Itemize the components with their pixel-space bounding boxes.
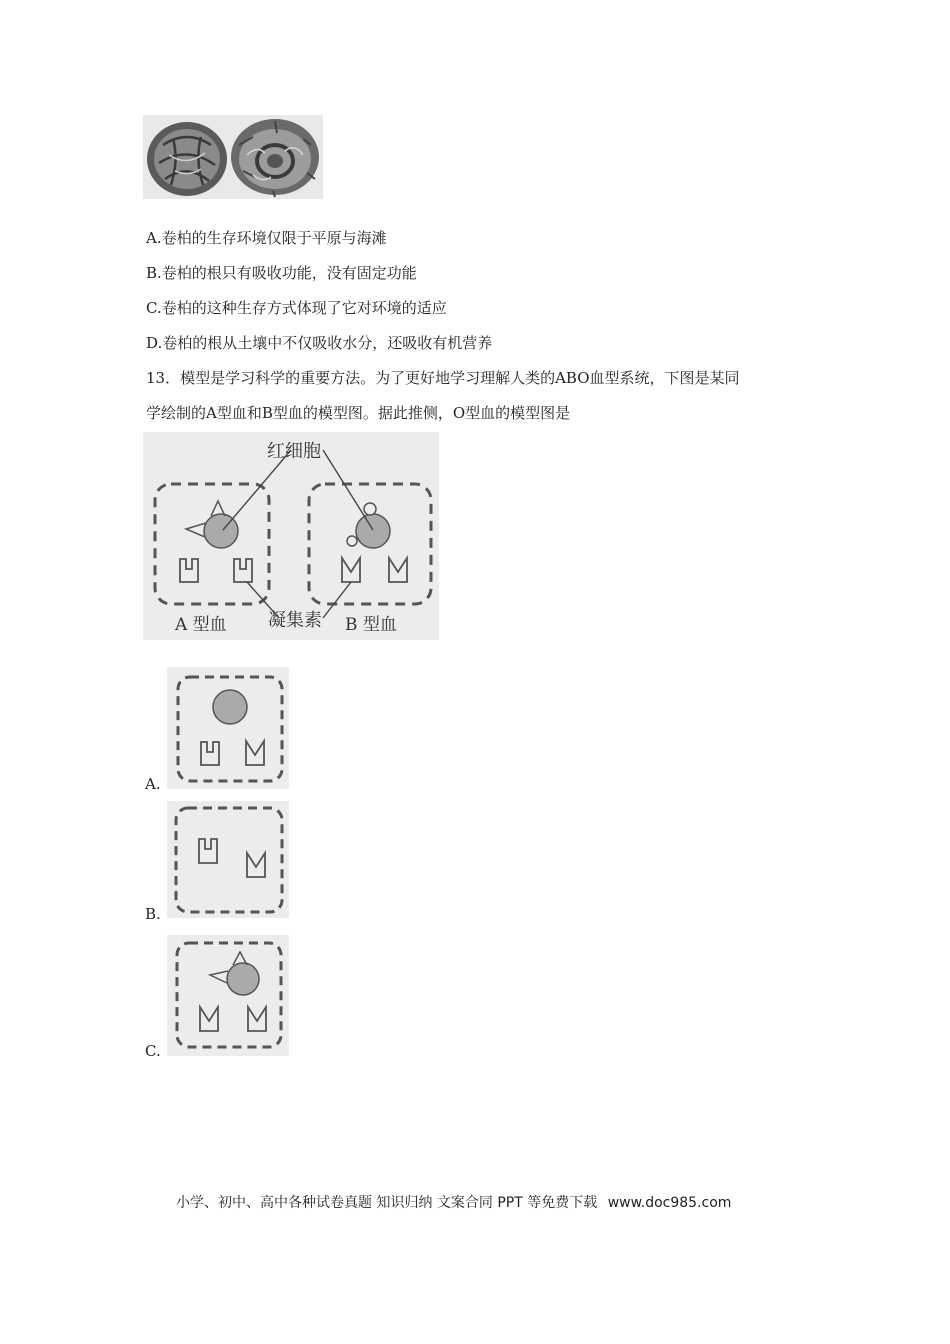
label-red-blood-cell: 红细胞 — [267, 441, 321, 462]
option-letter: A. — [146, 229, 162, 247]
option-c-figure — [167, 935, 289, 1056]
figure-background — [143, 432, 439, 640]
footer-link[interactable]: www.doc985.com — [607, 1195, 732, 1211]
question-13-line2 — [146, 403, 570, 423]
option-b-letter: B. — [145, 905, 161, 923]
antigen-b-icon — [347, 536, 357, 546]
label-agglutinin: 凝集素 — [268, 610, 322, 631]
antigen-b-icon — [364, 503, 376, 515]
question-13-line1 — [146, 368, 740, 388]
option-a-figure — [167, 667, 289, 789]
question-number: 13． — [146, 369, 181, 387]
option-letter: B. — [146, 264, 162, 282]
option-b-figure — [167, 801, 289, 918]
question-text: 学绘制的A型血和B型血的模型图。据此推侧，O型血的模型图是 — [146, 404, 571, 422]
option-text: 卷柏的生存环境仅限于平原与海滩 — [161, 229, 387, 247]
option-a-prev — [146, 228, 387, 248]
red-blood-cell — [356, 514, 390, 548]
option-d-prev — [146, 333, 492, 353]
option-c-prev — [146, 298, 447, 318]
blood-type-figure — [143, 432, 439, 640]
selaginella-photo — [143, 115, 323, 199]
red-blood-cell — [227, 963, 259, 995]
label-b-blood: B 型血 — [345, 615, 397, 635]
question-text: 模型是学习科学的重要方法。为了更好地学习理解人类的ABO血型系统，下图是某同 — [180, 369, 740, 387]
option-a-letter: A. — [145, 775, 161, 793]
option-text: 卷柏的根只有吸收功能，没有固定功能 — [161, 264, 417, 282]
option-letter: C. — [146, 299, 162, 317]
option-b-prev — [146, 263, 417, 283]
label-a-blood: A 型血 — [175, 615, 227, 635]
footer-text: 小学、初中、高中各种试卷真题 知识归纳 文案合同 PPT 等免费下载 — [176, 1195, 598, 1211]
option-text: 卷柏的根从土壤中不仅吸收水分，还吸收有机营养 — [162, 334, 493, 352]
option-c-letter: C. — [145, 1042, 161, 1060]
option-letter: D. — [146, 334, 163, 352]
footer — [176, 1192, 731, 1212]
red-blood-cell — [213, 690, 247, 724]
option-text: 卷柏的这种生存方式体现了它对环境的适应 — [161, 299, 447, 317]
